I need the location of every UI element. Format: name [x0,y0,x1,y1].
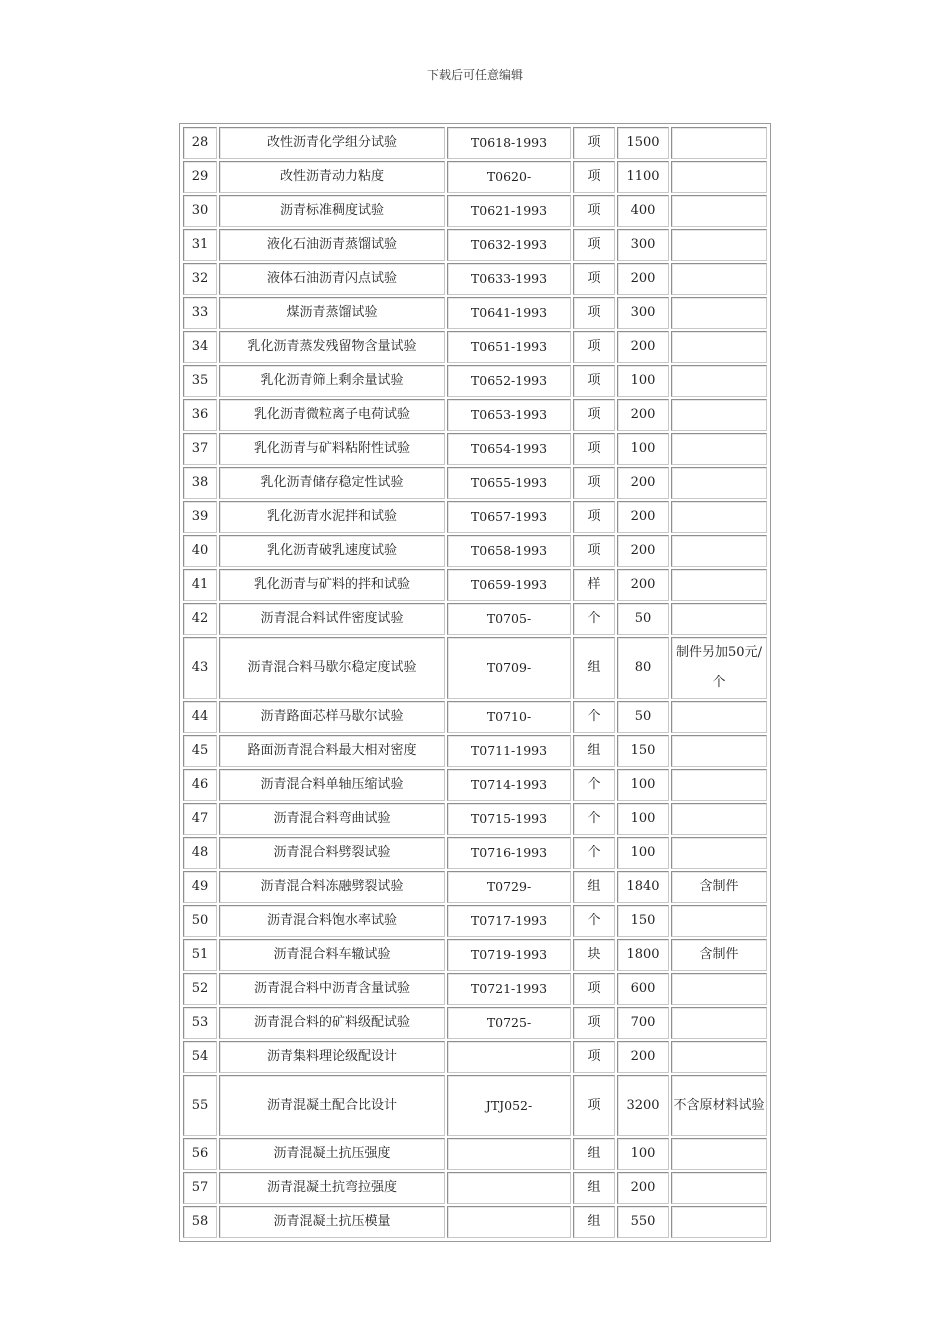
cell-number: 46 [183,769,217,801]
cell-note [671,365,767,397]
cell-note [671,905,767,937]
cell-price: 50 [617,603,669,635]
cell-note [671,837,767,869]
cell-test-name: 沥青混凝土配合比设计 [219,1075,445,1136]
cell-price: 700 [617,1007,669,1039]
cell-note [671,127,767,159]
cell-test-name: 沥青混合料单轴压缩试验 [219,769,445,801]
cell-note: 含制件 [671,871,767,903]
cell-price: 100 [617,769,669,801]
table-row [183,837,767,869]
table-row [183,1075,767,1136]
cell-unit: 个 [573,803,615,835]
cell-note [671,603,767,635]
cell-number: 38 [183,467,217,499]
cell-note [671,161,767,193]
cell-unit: 组 [573,637,615,699]
cell-test-name: 乳化沥青储存稳定性试验 [219,467,445,499]
cell-number: 34 [183,331,217,363]
cell-standard-code: T0658-1993 [447,535,571,567]
cell-price: 200 [617,501,669,533]
cell-standard-code: T0653-1993 [447,399,571,431]
cell-test-name: 乳化沥青破乳速度试验 [219,535,445,567]
cell-price: 1100 [617,161,669,193]
cell-note [671,501,767,533]
cell-price: 200 [617,1041,669,1073]
cell-test-name: 乳化沥青水泥拌和试验 [219,501,445,533]
table-row [183,399,767,431]
cell-test-name: 沥青混凝土抗压强度 [219,1138,445,1170]
cell-number: 57 [183,1172,217,1204]
table-row [183,701,767,733]
cell-unit: 个 [573,905,615,937]
table-row [183,569,767,601]
cell-unit: 项 [573,1041,615,1073]
cell-test-name: 液化石油沥青蒸馏试验 [219,229,445,261]
cell-number: 50 [183,905,217,937]
cell-note [671,1206,767,1238]
table-row [183,939,767,971]
table-row [183,263,767,295]
cell-unit: 组 [573,1206,615,1238]
cell-test-name: 煤沥青蒸馏试验 [219,297,445,329]
cell-number: 45 [183,735,217,767]
cell-number: 31 [183,229,217,261]
cell-standard-code: T0716-1993 [447,837,571,869]
price-table [181,125,769,1240]
cell-price: 1800 [617,939,669,971]
cell-note [671,769,767,801]
cell-number: 30 [183,195,217,227]
cell-number: 42 [183,603,217,635]
cell-note [671,735,767,767]
cell-number: 43 [183,637,217,699]
cell-unit: 项 [573,331,615,363]
cell-price: 200 [617,331,669,363]
cell-standard-code: T0725- [447,1007,571,1039]
cell-number: 39 [183,501,217,533]
cell-number: 40 [183,535,217,567]
cell-number: 54 [183,1041,217,1073]
cell-unit: 项 [573,161,615,193]
cell-unit: 个 [573,769,615,801]
cell-test-name: 改性沥青化学组分试验 [219,127,445,159]
table-row [183,769,767,801]
cell-unit: 个 [573,837,615,869]
cell-standard-code: T0620- [447,161,571,193]
cell-standard-code [447,1172,571,1204]
cell-test-name: 沥青混合料车辙试验 [219,939,445,971]
cell-standard-code: T0709- [447,637,571,699]
cell-price: 550 [617,1206,669,1238]
cell-unit: 项 [573,467,615,499]
cell-test-name: 沥青标准稠度试验 [219,195,445,227]
cell-test-name: 改性沥青动力粘度 [219,161,445,193]
cell-note [671,229,767,261]
cell-number: 49 [183,871,217,903]
cell-unit: 组 [573,1172,615,1204]
cell-price: 80 [617,637,669,699]
cell-note [671,1138,767,1170]
cell-standard-code: T0657-1993 [447,501,571,533]
cell-standard-code: T0715-1993 [447,803,571,835]
cell-price: 1840 [617,871,669,903]
cell-unit: 项 [573,973,615,1005]
cell-price: 300 [617,297,669,329]
cell-test-name: 沥青混合料冻融劈裂试验 [219,871,445,903]
cell-number: 56 [183,1138,217,1170]
cell-standard-code: T0621-1993 [447,195,571,227]
cell-test-name: 沥青混合料饱水率试验 [219,905,445,937]
cell-test-name: 沥青混凝土抗压模量 [219,1206,445,1238]
cell-price: 400 [617,195,669,227]
cell-note [671,1007,767,1039]
cell-test-name: 沥青混合料的矿料级配试验 [219,1007,445,1039]
cell-price: 200 [617,1172,669,1204]
cell-price: 200 [617,569,669,601]
cell-unit: 项 [573,263,615,295]
cell-unit: 块 [573,939,615,971]
table-row [183,535,767,567]
cell-test-name: 沥青混合料劈裂试验 [219,837,445,869]
table-row [183,1206,767,1238]
cell-test-name: 乳化沥青筛上剩余量试验 [219,365,445,397]
cell-unit: 项 [573,229,615,261]
table-row [183,161,767,193]
cell-standard-code: T0655-1993 [447,467,571,499]
price-table-container [179,123,771,1242]
cell-standard-code [447,1138,571,1170]
table-row [183,1172,767,1204]
cell-number: 53 [183,1007,217,1039]
cell-test-name: 液体石油沥青闪点试验 [219,263,445,295]
cell-number: 32 [183,263,217,295]
cell-price: 3200 [617,1075,669,1136]
price-table-body [183,127,767,1238]
cell-standard-code: T0729- [447,871,571,903]
cell-price: 100 [617,1138,669,1170]
cell-number: 35 [183,365,217,397]
cell-unit: 项 [573,127,615,159]
table-row [183,433,767,465]
cell-standard-code: T0632-1993 [447,229,571,261]
page-header: 下载后可任意编辑 [426,68,523,82]
cell-number: 55 [183,1075,217,1136]
cell-test-name: 乳化沥青蒸发残留物含量试验 [219,331,445,363]
table-row [183,229,767,261]
cell-note [671,467,767,499]
cell-note [671,1172,767,1204]
cell-standard-code: T0659-1993 [447,569,571,601]
table-row [183,297,767,329]
cell-price: 200 [617,535,669,567]
table-row [183,973,767,1005]
cell-standard-code: T0721-1993 [447,973,571,1005]
cell-note [671,973,767,1005]
cell-price: 100 [617,365,669,397]
cell-unit: 项 [573,399,615,431]
cell-price: 150 [617,735,669,767]
cell-standard-code: T0711-1993 [447,735,571,767]
cell-price: 200 [617,263,669,295]
cell-note [671,1041,767,1073]
cell-price: 1500 [617,127,669,159]
cell-number: 58 [183,1206,217,1238]
table-row [183,1041,767,1073]
cell-standard-code: T0714-1993 [447,769,571,801]
cell-test-name: 路面沥青混合料最大相对密度 [219,735,445,767]
cell-unit: 项 [573,501,615,533]
cell-unit: 组 [573,871,615,903]
cell-test-name: 乳化沥青与矿料的拌和试验 [219,569,445,601]
table-row [183,803,767,835]
cell-number: 28 [183,127,217,159]
cell-price: 100 [617,433,669,465]
cell-test-name: 沥青混凝土抗弯拉强度 [219,1172,445,1204]
cell-unit: 项 [573,1075,615,1136]
cell-standard-code: T0641-1993 [447,297,571,329]
cell-price: 100 [617,837,669,869]
cell-unit: 项 [573,195,615,227]
cell-standard-code: T0717-1993 [447,905,571,937]
cell-unit: 项 [573,535,615,567]
table-row [183,637,767,699]
cell-note [671,195,767,227]
cell-note [671,535,767,567]
cell-unit: 组 [573,735,615,767]
cell-note [671,263,767,295]
cell-standard-code [447,1206,571,1238]
cell-note [671,297,767,329]
cell-standard-code: T0710- [447,701,571,733]
cell-test-name: 沥青混合料马歇尔稳定度试验 [219,637,445,699]
cell-number: 44 [183,701,217,733]
table-row [183,905,767,937]
cell-price: 300 [617,229,669,261]
table-row [183,501,767,533]
table-row [183,735,767,767]
cell-unit: 样 [573,569,615,601]
cell-number: 52 [183,973,217,1005]
cell-standard-code [447,1041,571,1073]
cell-note: 不含原材料试验 [671,1075,767,1136]
cell-number: 51 [183,939,217,971]
table-row [183,1138,767,1170]
cell-standard-code: T0705- [447,603,571,635]
cell-standard-code: JTJ052- [447,1075,571,1136]
cell-unit: 项 [573,365,615,397]
cell-note [671,701,767,733]
table-row [183,331,767,363]
cell-test-name: 沥青路面芯样马歇尔试验 [219,701,445,733]
cell-unit: 项 [573,297,615,329]
cell-note [671,569,767,601]
table-row [183,365,767,397]
cell-unit: 组 [573,1138,615,1170]
cell-standard-code: T0652-1993 [447,365,571,397]
cell-note: 制件另加50元/个 [671,637,767,699]
cell-test-name: 沥青混合料中沥青含量试验 [219,973,445,1005]
cell-standard-code: T0719-1993 [447,939,571,971]
cell-standard-code: T0651-1993 [447,331,571,363]
table-row [183,195,767,227]
cell-price: 600 [617,973,669,1005]
cell-test-name: 沥青混合料弯曲试验 [219,803,445,835]
cell-unit: 项 [573,1007,615,1039]
cell-number: 48 [183,837,217,869]
cell-test-name: 乳化沥青与矿料粘附性试验 [219,433,445,465]
cell-unit: 项 [573,433,615,465]
cell-number: 36 [183,399,217,431]
cell-note [671,399,767,431]
table-row [183,603,767,635]
cell-number: 33 [183,297,217,329]
cell-test-name: 乳化沥青微粒离子电荷试验 [219,399,445,431]
cell-note: 含制件 [671,939,767,971]
cell-number: 37 [183,433,217,465]
cell-test-name: 沥青混合料试件密度试验 [219,603,445,635]
cell-number: 47 [183,803,217,835]
cell-unit: 个 [573,701,615,733]
cell-standard-code: T0654-1993 [447,433,571,465]
cell-number: 29 [183,161,217,193]
cell-note [671,331,767,363]
cell-price: 200 [617,467,669,499]
cell-note [671,803,767,835]
cell-standard-code: T0633-1993 [447,263,571,295]
table-row [183,467,767,499]
cell-number: 41 [183,569,217,601]
cell-test-name: 沥青集料理论级配设计 [219,1041,445,1073]
cell-price: 150 [617,905,669,937]
cell-price: 200 [617,399,669,431]
table-row [183,127,767,159]
table-row [183,871,767,903]
cell-note [671,433,767,465]
cell-price: 50 [617,701,669,733]
cell-unit: 个 [573,603,615,635]
cell-price: 100 [617,803,669,835]
cell-standard-code: T0618-1993 [447,127,571,159]
table-row [183,1007,767,1039]
